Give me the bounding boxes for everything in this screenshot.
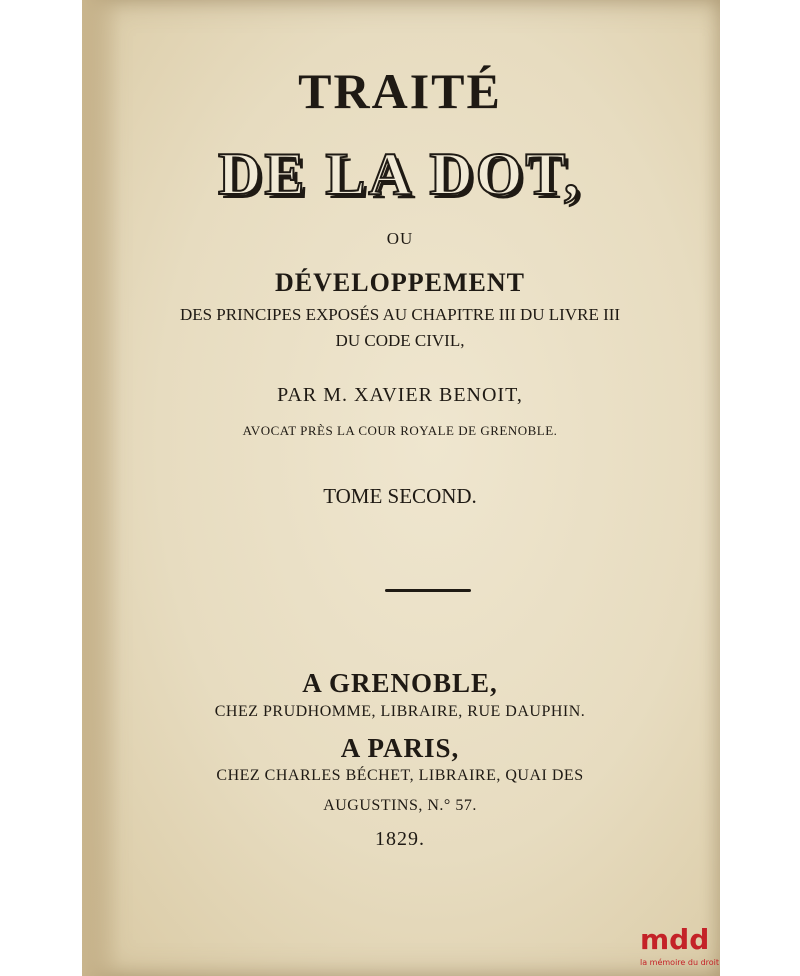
subtitle-heading: DÉVELOPPEMENT xyxy=(275,268,525,297)
logo-tagline: la mémoire du droit xyxy=(640,958,720,967)
title-line-1: TRAITÉ xyxy=(298,63,502,119)
author-line: PAR M. XAVIER BENOIT, xyxy=(277,384,523,406)
publisher-grenoble: CHEZ PRUDHOMME, LIBRAIRE, RUE DAUPHIN. xyxy=(214,703,586,720)
publisher-paris-line-2: AUGUSTINS, N.° 57. xyxy=(323,797,477,814)
logo-mark: mdd xyxy=(640,923,710,956)
author-title: AVOCAT PRÈS LA COUR ROYALE DE GRENOBLE. xyxy=(242,423,558,438)
conjunction: OU xyxy=(386,229,414,248)
place-paris: A PARIS, xyxy=(340,733,460,763)
subtitle-line-2: DU CODE CIVIL, xyxy=(335,331,465,350)
publisher-paris-line-1: CHEZ CHARLES BÉCHET, LIBRAIRE, QUAI DES xyxy=(216,767,584,784)
place-grenoble: A GRENOBLE, xyxy=(302,668,498,698)
volume-label: TOME SECOND. xyxy=(323,484,477,508)
mdd-logo xyxy=(640,925,730,975)
title-line-2: DE LA DOT, xyxy=(218,141,582,207)
publication-year: 1829. xyxy=(375,828,425,850)
subtitle-line-1: DES PRINCIPES EXPOSÉS AU CHAPITRE III DU LIVRE III xyxy=(179,305,621,324)
ornamental-rule xyxy=(385,589,471,592)
